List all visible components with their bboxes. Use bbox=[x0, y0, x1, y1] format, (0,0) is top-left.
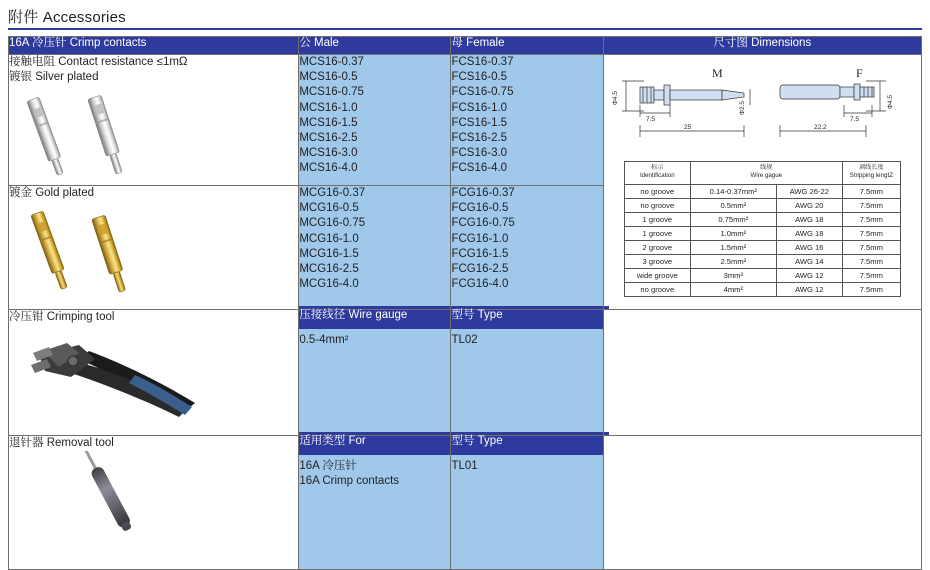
wg-r3-c0: 1 groove bbox=[624, 227, 690, 241]
silver-female-1: FCS16-0.5 bbox=[451, 71, 508, 84]
wg-head-stripping bbox=[842, 162, 900, 185]
dim-male-75: 7.5 bbox=[645, 116, 655, 123]
silver-male-5: MCS16-2.5 bbox=[299, 132, 358, 145]
wg-r2-c2: AWG 18 bbox=[776, 213, 842, 227]
wg-r0-c2: AWG 26-22 bbox=[776, 185, 842, 199]
silver-female-4: FCS16-1.5 bbox=[451, 116, 508, 129]
cell-gold-label bbox=[9, 186, 299, 310]
wg-r6-c2: AWG 12 bbox=[776, 269, 842, 283]
dim-female-phi45: Ф4.5 bbox=[886, 95, 894, 109]
silver-female-6: FCS16-3.0 bbox=[451, 147, 508, 160]
removal-tool-label: 退针器 Removal tool bbox=[9, 437, 114, 449]
silver-pin-image bbox=[9, 89, 298, 185]
header-type-removal: 型号 Type bbox=[445, 432, 608, 455]
wg-r7-c3: 7.5mm bbox=[842, 283, 900, 297]
dim-male-phi25: Ф2.5 bbox=[738, 101, 746, 115]
dim-female-222: 22.2 bbox=[813, 124, 827, 131]
wg-r5-c3: 7.5mm bbox=[842, 255, 900, 269]
table-row-silver bbox=[9, 55, 922, 186]
cell-removal-empty bbox=[603, 436, 921, 570]
cell-silver-label bbox=[9, 55, 299, 186]
wg-r7-c0: no groove bbox=[624, 283, 690, 297]
wg-r4-c3: 7.5mm bbox=[842, 241, 900, 255]
header-dimensions: 尺寸图 Dimensions bbox=[603, 37, 921, 55]
table-row-crimping-tool bbox=[9, 310, 922, 436]
wg-r4-c1: 1.5mm² bbox=[690, 241, 776, 255]
gold-female-1: FCG16-0.5 bbox=[451, 202, 509, 215]
removal-for-line1: 16A 冷压针 bbox=[299, 460, 357, 472]
gold-pins-svg bbox=[9, 205, 239, 309]
table-row bbox=[624, 241, 900, 255]
silver-male-4: MCS16-1.5 bbox=[299, 116, 358, 129]
silver-male-6: MCS16-3.0 bbox=[299, 147, 358, 160]
wg-r1-c1: 0.5mm² bbox=[690, 199, 776, 213]
crimping-wire-gauge-value: 0.5-4mm² bbox=[299, 334, 349, 346]
wg-r2-c0: 1 groove bbox=[624, 213, 690, 227]
silver-female-2: FCS16-0.75 bbox=[451, 86, 514, 99]
silver-female-3: FCS16-1.0 bbox=[451, 101, 508, 114]
silver-female-7: FCS16-4.0 bbox=[451, 162, 508, 175]
gold-female-0: FCG16-0.37 bbox=[451, 187, 515, 199]
table-row bbox=[624, 199, 900, 213]
removal-tool-image bbox=[9, 451, 298, 569]
wg-head-wire-gauge-cn: 线规 bbox=[760, 164, 773, 171]
header-female: 母 Female bbox=[451, 37, 603, 55]
wg-r5-c2: AWG 14 bbox=[776, 255, 842, 269]
dim-male-25: 25 bbox=[683, 124, 691, 131]
cell-crimping-wire-gauge bbox=[299, 310, 451, 436]
accessories-table bbox=[8, 36, 922, 570]
cell-removal-label bbox=[9, 436, 299, 570]
cell-removal-type bbox=[451, 436, 603, 570]
page-title: 附件 Accessories bbox=[8, 9, 126, 26]
header-for: 适用类型 For bbox=[293, 432, 456, 455]
header-type-crimping: 型号 Type bbox=[445, 306, 608, 329]
silver-female-0: FCS16-0.37 bbox=[451, 56, 514, 68]
wg-r0-c1: 0.14-0.37mm² bbox=[690, 185, 776, 199]
table-row bbox=[624, 283, 900, 297]
gold-female-4: FCG16-1.5 bbox=[451, 247, 509, 260]
cell-crimping-type bbox=[451, 310, 603, 436]
wg-r6-c1: 3mm² bbox=[690, 269, 776, 283]
silver-pins-svg bbox=[9, 89, 239, 181]
wire-gauge-table bbox=[624, 161, 901, 297]
gold-male-1: MCG16-0.5 bbox=[299, 202, 359, 215]
wg-r3-c3: 7.5mm bbox=[842, 227, 900, 241]
cell-gold-female bbox=[451, 186, 603, 310]
table-row bbox=[624, 213, 900, 227]
gold-male-3: MCG16-1.0 bbox=[299, 232, 359, 245]
gold-female-6: FCG16-4.0 bbox=[451, 278, 509, 291]
wg-r5-c0: 3 groove bbox=[624, 255, 690, 269]
gold-male-2: MCG16-0.75 bbox=[299, 217, 366, 230]
wg-r1-c2: AWG 20 bbox=[776, 199, 842, 213]
wg-r0-c0: no groove bbox=[624, 185, 690, 199]
header-crimp-contacts: 16A 冷压针 Crimp contacts bbox=[9, 37, 299, 55]
dimension-svg bbox=[604, 55, 910, 153]
gold-female-2: FCG16-0.75 bbox=[451, 217, 515, 230]
wg-head-stripping-cn: 剥线长度 bbox=[858, 164, 884, 171]
dim-male-phi45: Ф4.5 bbox=[611, 91, 619, 105]
silver-male-0: MCS16-0.37 bbox=[299, 56, 364, 68]
wg-r0-c3: 7.5mm bbox=[842, 185, 900, 199]
wg-r7-c2: AWG 12 bbox=[776, 283, 842, 297]
silver-plated-label: 镀银 Silver plated bbox=[9, 71, 99, 83]
gold-female-3: FCG16-1.0 bbox=[451, 232, 509, 245]
gold-male-5: MCG16-2.5 bbox=[299, 263, 359, 276]
cell-crimping-label bbox=[9, 310, 299, 436]
cell-removal-for bbox=[299, 436, 451, 570]
wg-r7-c1: 4mm² bbox=[690, 283, 776, 297]
table-row bbox=[624, 227, 900, 241]
table-row bbox=[624, 255, 900, 269]
wg-r5-c1: 2.5mm² bbox=[690, 255, 776, 269]
wg-head-identification-cn: 标示 bbox=[651, 164, 664, 171]
cell-crimping-empty bbox=[603, 310, 921, 436]
silver-male-1: MCS16-0.5 bbox=[299, 71, 358, 84]
silver-male-3: MCS16-1.0 bbox=[299, 101, 358, 114]
wg-head-stripping-en: Stripping lengtZ bbox=[849, 171, 893, 179]
gold-pin-image bbox=[9, 205, 298, 309]
removal-type-value: TL01 bbox=[451, 460, 478, 472]
wg-head-identification bbox=[624, 162, 690, 185]
crimping-type-value: TL02 bbox=[451, 334, 478, 346]
cell-silver-female bbox=[451, 55, 603, 186]
wg-r6-c3: 7.5mm bbox=[842, 269, 900, 283]
silver-male-7: MCS16-4.0 bbox=[299, 162, 358, 175]
wg-r6-c0: wide groove bbox=[624, 269, 690, 283]
gold-female-5: FCG16-2.5 bbox=[451, 263, 509, 276]
cell-dimensions bbox=[603, 55, 921, 310]
gold-male-6: MCG16-4.0 bbox=[299, 278, 359, 291]
wg-r2-c3: 7.5mm bbox=[842, 213, 900, 227]
wg-r3-c2: AWG 18 bbox=[776, 227, 842, 241]
wg-r2-c1: 0.75mm² bbox=[690, 213, 776, 227]
title-divider bbox=[8, 28, 922, 30]
table-row bbox=[624, 185, 900, 199]
silver-female-5: FCS16-2.5 bbox=[451, 132, 508, 145]
wg-head-identification-en: Identification bbox=[639, 171, 675, 179]
dim-female-75: 7.5 bbox=[849, 116, 859, 123]
crimping-tool-image bbox=[9, 325, 298, 435]
wg-head-wire-gauge-en: Wire gague bbox=[750, 171, 783, 179]
silver-male-2: MCS16-0.75 bbox=[299, 86, 364, 99]
wire-gauge-header-row bbox=[624, 162, 900, 185]
wg-head-wire-gauge bbox=[690, 162, 842, 185]
cell-gold-male bbox=[299, 186, 451, 310]
crimping-tool-label: 冷压钳 Crimping tool bbox=[9, 311, 115, 323]
dimension-drawing bbox=[604, 55, 921, 155]
table-row bbox=[624, 269, 900, 283]
removal-for-line2: 16A Crimp contacts bbox=[299, 475, 400, 488]
table-row-removal-tool bbox=[9, 436, 922, 570]
wg-r4-c0: 2 groove bbox=[624, 241, 690, 255]
gold-plated-label: 镀金 Gold plated bbox=[9, 187, 95, 199]
gold-male-4: MCG16-1.5 bbox=[299, 247, 359, 260]
contact-resistance-label: 接触电阻 Contact resistance ≤1mΩ bbox=[9, 56, 188, 68]
cell-silver-male bbox=[299, 55, 451, 186]
label-male-drawing: M bbox=[711, 66, 723, 80]
gold-male-0: MCG16-0.37 bbox=[299, 187, 366, 199]
wg-r1-c3: 7.5mm bbox=[842, 199, 900, 213]
header-male: 公 Male bbox=[299, 37, 451, 55]
crimping-tool-svg bbox=[9, 325, 249, 425]
table-header-row bbox=[9, 37, 922, 55]
wg-r1-c0: no groove bbox=[624, 199, 690, 213]
wg-r3-c1: 1.0mm² bbox=[690, 227, 776, 241]
header-wire-gauge: 压接线径 Wire gauge bbox=[293, 306, 456, 329]
removal-tool-svg bbox=[9, 451, 249, 561]
wg-r4-c2: AWG 16 bbox=[776, 241, 842, 255]
label-female-drawing: F bbox=[855, 66, 863, 80]
